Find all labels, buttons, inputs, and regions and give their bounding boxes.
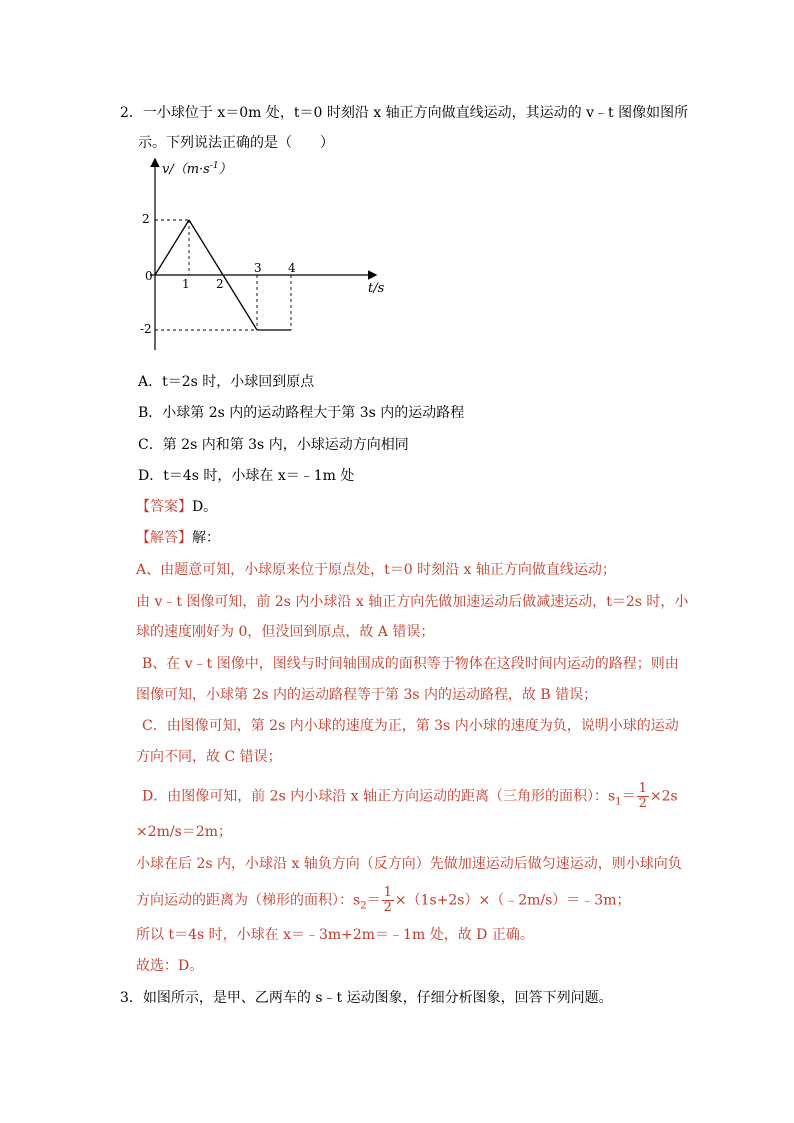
x-tick-2: 2 bbox=[216, 277, 224, 291]
fraction-2-num: 1 bbox=[383, 885, 392, 900]
analysis-header bbox=[136, 528, 220, 548]
analysis-d3: 小球在后 2s 内，小球沿 x 轴负方向（反方向）先做加速运动后做匀速运动，则小球向负 bbox=[136, 856, 682, 872]
option-c: C．第 2s 内和第 3s 内，小球运动方向相同 bbox=[138, 437, 409, 453]
analysis-d1-post: ×2s bbox=[649, 788, 678, 805]
x-tick-4: 4 bbox=[288, 261, 296, 275]
analysis-a3: 球的速度刚好为 0，但没回到原点，故 A 错误； bbox=[136, 624, 435, 640]
x-axis-label: t/s bbox=[368, 281, 385, 296]
fraction-1-num: 1 bbox=[638, 781, 647, 796]
analysis-d1-pre: D．由图像可知，前 2s 内小球沿 x 轴正方向运动的距离（三角形的面积）：s bbox=[142, 788, 616, 805]
series-segment-2 bbox=[223, 275, 257, 330]
fraction-half-1 bbox=[637, 782, 649, 811]
analysis-d1-eq: ＝ bbox=[621, 788, 636, 805]
option-d: D．t＝4s 时，小球在 x＝﹣1m 处 bbox=[138, 468, 355, 484]
answer-value: D。 bbox=[192, 499, 218, 515]
y-tick-2: 2 bbox=[142, 212, 150, 226]
analysis-after-label: 解： bbox=[192, 530, 220, 546]
analysis-label: 【解答】 bbox=[136, 530, 192, 546]
option-b: B．小球第 2s 内的运动路程大于第 3s 内的运动路程 bbox=[138, 405, 465, 421]
analysis-d1 bbox=[142, 782, 678, 812]
analysis-d1-sub: 1 bbox=[615, 796, 622, 808]
analysis-d4 bbox=[136, 886, 631, 916]
analysis-a1: A、由题意可知，小球原来位于原点处，t＝0 时刻沿 x 轴正方向做直线运动； bbox=[136, 562, 616, 578]
analysis-d4-sub: 2 bbox=[360, 900, 367, 912]
analysis-d5: 所以 t＝4s 时，小球在 x＝﹣3m+2m＝﹣1m 处，故 D 正确。 bbox=[136, 927, 534, 943]
analysis-d4-eq: ＝ bbox=[366, 892, 381, 909]
answer-line bbox=[136, 497, 217, 517]
series-segment-1 bbox=[189, 220, 223, 275]
q2-stem-line1: 2．一小球位于 x＝0m 处，t＝0 时刻沿 x 轴正方向做直线运动，其运动的 v﹣t 图像如图所 bbox=[120, 105, 689, 121]
q2-stem-line2: 示。下列说法正确的是（ ） bbox=[138, 135, 334, 151]
analysis-d4-pre: 方向运动的距离为（梯形的面积）：s bbox=[136, 892, 361, 909]
analysis-d4-post: ×（1s+2s）×（﹣2m/s）＝﹣3m； bbox=[394, 892, 631, 909]
y-axis-label: $v/(m\cdot s^{-1})$ bbox=[162, 161, 232, 177]
analysis-choose: 故选：D。 bbox=[136, 958, 204, 974]
q3-stem: 3．如图所示，是甲、乙两车的 s﹣t 运动图象，仔细分析图象，回答下列问题。 bbox=[120, 990, 613, 1006]
analysis-a2: 由 v﹣t 图像可知，前 2s 内小球沿 x 轴正方向先做加速运动后做减速运动，t＝2s 时，小 bbox=[136, 594, 689, 610]
analysis-d2: ×2m/s＝2m； bbox=[136, 824, 232, 840]
fraction-2-den: 2 bbox=[383, 900, 392, 915]
y-tick-0: 0 bbox=[145, 269, 153, 283]
y-tick-neg2: -2 bbox=[140, 322, 152, 336]
analysis-c2: 方向不同，故 C 错误； bbox=[136, 749, 282, 765]
option-a: A．t＝2s 时，小球回到原点 bbox=[138, 374, 315, 390]
analysis-b1: B、在 v﹣t 图像中，图线与时间轴围成的面积等于物体在这段时间内运动的路程；则由 bbox=[142, 656, 679, 672]
analysis-b2: 图像可知，小球第 2s 内的运动路程等于第 3s 内的运动路程，故 B 错误； bbox=[136, 687, 598, 703]
x-tick-3: 3 bbox=[254, 261, 262, 275]
analysis-c1: C．由图像可知，第 2s 内小球的速度为正，第 3s 内小球的速度为负，说明小球的运动 bbox=[142, 718, 679, 734]
x-tick-1: 1 bbox=[182, 277, 190, 291]
answer-label: 【答案】 bbox=[136, 499, 192, 515]
series-segment-0 bbox=[155, 220, 189, 275]
fraction-1-den: 2 bbox=[638, 796, 647, 811]
fraction-half-2 bbox=[382, 886, 394, 915]
vt-graph bbox=[140, 155, 390, 365]
